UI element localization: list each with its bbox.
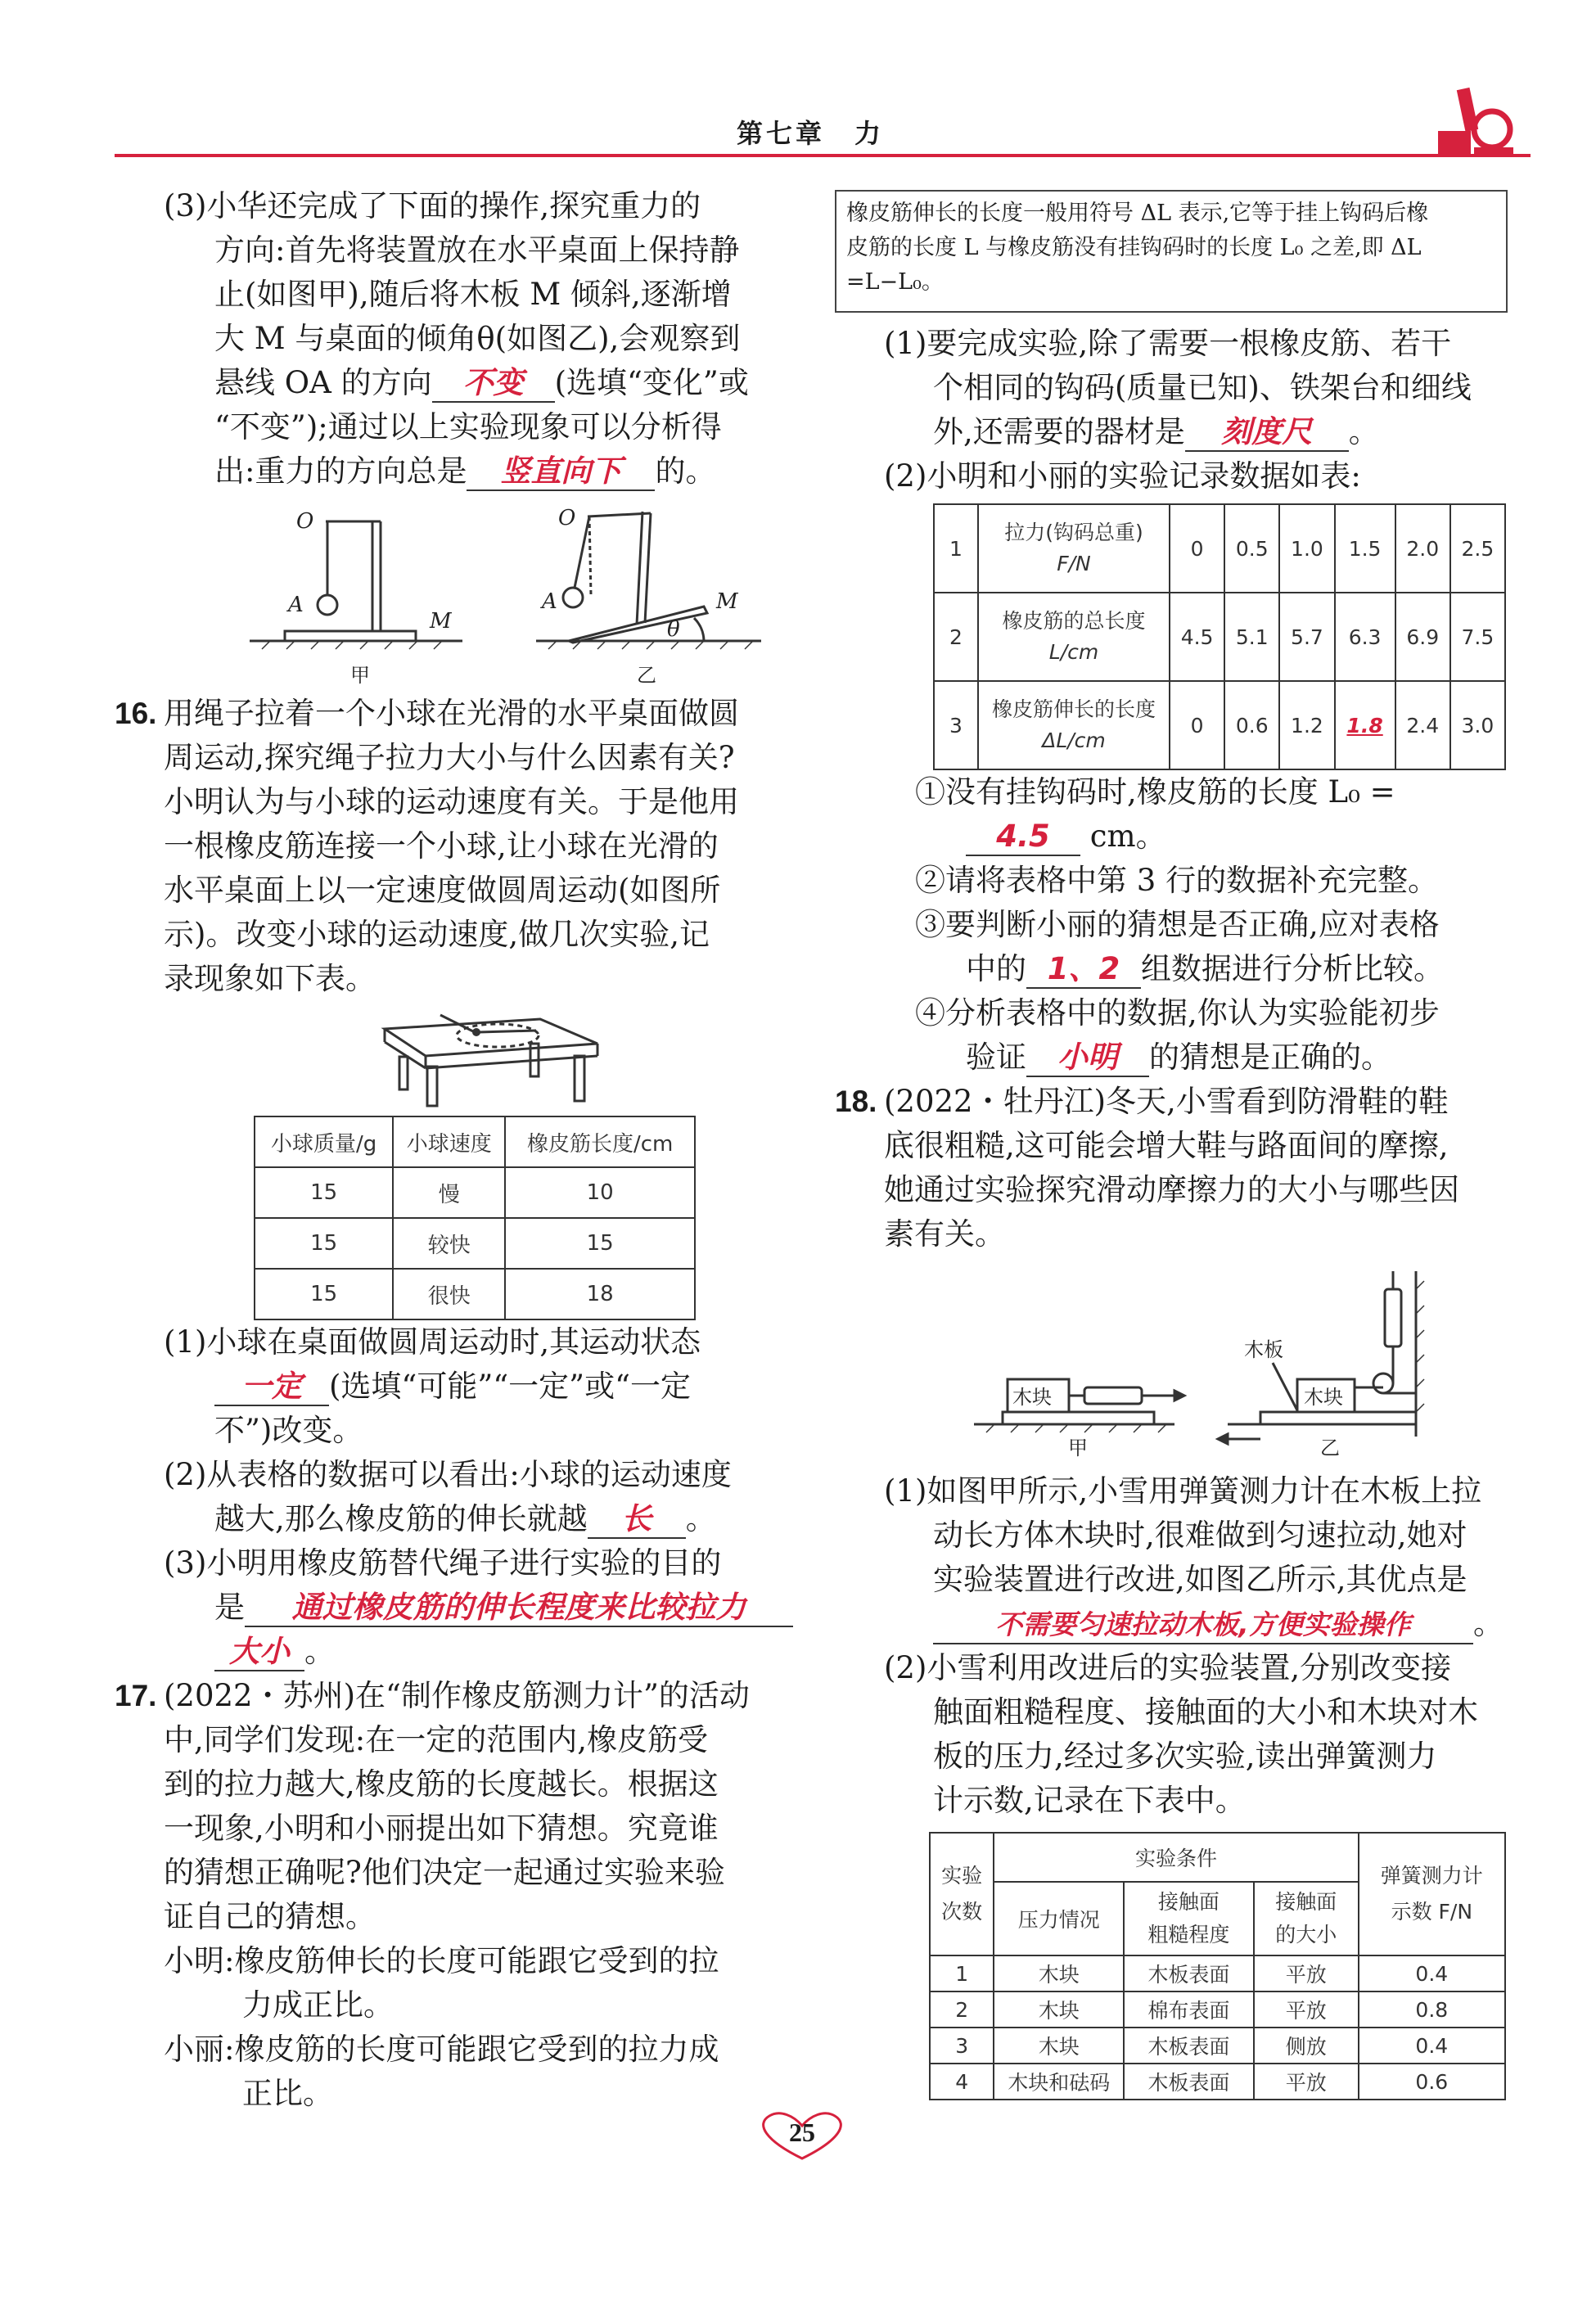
text-line: 用绳子拉着一个小球在光滑的水平桌面做圆: [164, 696, 739, 731]
text-segment: 外,还需要的器材是: [933, 414, 1185, 449]
table-row: [934, 504, 1505, 593]
label-yi: 乙: [1320, 1437, 1340, 1459]
table-cell: 木块: [994, 1992, 1124, 2028]
text-line: 不”)改变。: [214, 1413, 363, 1448]
table-cell: 3: [930, 2028, 994, 2064]
text-line: 示)。改变小球的运动速度,做几次实验,记: [164, 917, 710, 952]
text-line: (2)从表格的数据可以看出:小球的运动速度: [164, 1457, 732, 1492]
text-line: [214, 1497, 716, 1541]
label-block: 木块: [1012, 1386, 1052, 1409]
table-cell: 0.4: [1359, 1955, 1505, 1992]
table-header: 压力情况: [994, 1882, 1124, 1955]
text-line: 实验装置进行改进,如图乙所示,其优点是: [933, 1562, 1468, 1597]
header-text: 接触面: [1157, 1890, 1220, 1914]
note-line: 皮筋的长度 L 与橡皮筋没有挂钩码时的长度 L₀ 之差,即 ΔL: [846, 235, 1422, 260]
text-segment: 越大,那么橡皮筋的伸长就越: [214, 1501, 588, 1536]
text-line: [214, 1586, 793, 1630]
text-segment: 出:重力的方向总是: [214, 453, 467, 489]
table-cell: 10: [505, 1167, 695, 1218]
table-row: [930, 2028, 1505, 2064]
table-cell: 15: [255, 1167, 393, 1218]
text-line: 底很粗糙,这可能会增大鞋与路面间的摩擦,: [884, 1128, 1449, 1163]
microscope-icon: [1436, 82, 1514, 156]
text-line: 一现象,小明和小丽提出如下猜想。究竟谁: [164, 1811, 719, 1846]
text-segment: 。: [304, 1634, 335, 1669]
header-text: 弹簧测力计: [1380, 1864, 1483, 1888]
text-line: (2022・苏州)在“制作橡皮筋测力计”的活动: [164, 1678, 750, 1713]
table-row: [255, 1218, 695, 1269]
answer-blank: 1、2: [1026, 951, 1141, 989]
rubber-band-data-table: [933, 503, 1506, 770]
table-cell: 1: [934, 504, 978, 593]
text-line: 的猜想正确呢?他们决定一起通过实验来验: [164, 1855, 725, 1890]
table-cell: 0.6: [1224, 681, 1279, 769]
table-cell: 较快: [393, 1218, 505, 1269]
text-line: 计示数,记录在下表中。: [933, 1783, 1246, 1818]
table-cell: 侧放: [1254, 2028, 1359, 2064]
table-cell: 0: [1170, 681, 1224, 769]
text-line: 正比。: [242, 2076, 333, 2111]
table-header: [930, 1833, 994, 1955]
answer-blank: 小明: [1026, 1040, 1149, 1077]
answer-blank: 竖直向下: [467, 453, 655, 491]
text-line: 小明:橡皮筋伸长的长度可能跟它受到的拉: [164, 1943, 719, 1978]
question-number: 18.: [835, 1085, 877, 1118]
table-header: [1124, 1882, 1254, 1955]
text-line: 力成正比。: [242, 1987, 394, 2023]
text-line: 板的压力,经过多次实验,读出弹簧测力: [933, 1739, 1437, 1774]
friction-data-table: [929, 1832, 1506, 2100]
table-cell: 3: [934, 681, 978, 769]
text-line: [214, 361, 749, 405]
speed-length-table: [254, 1116, 696, 1320]
table-cell: 木块: [994, 1955, 1124, 1992]
page-header: [115, 106, 1514, 156]
definition-note-box: [835, 190, 1508, 313]
text-line: “不变”);通过以上实验现象可以分析得: [214, 409, 722, 444]
answer-blank: 刻度尺: [1185, 414, 1349, 452]
table-cell: 2.4: [1395, 681, 1450, 769]
text-line: ④分析表格中的数据,你认为实验能初步: [915, 995, 1440, 1031]
text-line: 小明认为与小球的运动速度有关。于是他用: [164, 784, 739, 819]
text-line: (2)小明和小丽的实验记录数据如表:: [884, 458, 1361, 494]
table-row: [255, 1269, 695, 1319]
table-cell: 1.2: [1279, 681, 1334, 769]
table-row: [255, 1167, 695, 1218]
header-text: 接触面: [1275, 1890, 1337, 1914]
table-cell: 1.5: [1335, 504, 1395, 593]
text-line: [966, 814, 1166, 859]
text-line: 大 M 与桌面的倾角θ(如图乙),会观察到: [214, 321, 741, 356]
header-text: 示数 F/N: [1391, 1900, 1473, 1924]
row-label: 橡皮筋伸长的长度: [991, 697, 1156, 721]
answer-blank: 长: [588, 1501, 686, 1539]
label-block: 木块: [1304, 1386, 1343, 1409]
text-line: [966, 947, 1444, 991]
header-rule: [115, 154, 1531, 157]
note-line: =L−L₀。: [846, 269, 944, 295]
table-cell: 很快: [393, 1269, 505, 1319]
text-line: (3)小华还完成了下面的操作,探究重力的: [164, 188, 701, 223]
table-cell: 15: [255, 1218, 393, 1269]
table-cell: 0.4: [1359, 2028, 1505, 2064]
table-cell: 5.7: [1279, 593, 1334, 681]
answer-blank: 一定: [214, 1369, 329, 1406]
page-number: 25: [789, 2118, 815, 2147]
label-o: O: [558, 506, 576, 530]
table-cell: 5.1: [1224, 593, 1279, 681]
row-unit: F/N: [1057, 552, 1091, 575]
label-a: A: [288, 593, 304, 617]
text-segment: 验证: [966, 1040, 1026, 1075]
row-unit: ΔL/cm: [1042, 728, 1106, 752]
table-cell: 2.0: [1395, 504, 1450, 593]
table-cell: 木板表面: [1124, 2028, 1254, 2064]
header-text: 实验: [941, 1864, 983, 1888]
answer-blank: 通过橡皮筋的伸长程度来比较拉力: [245, 1590, 793, 1627]
table-row: [930, 1955, 1505, 1992]
text-line: 方向:首先将装置放在水平桌面上保持静: [214, 232, 740, 268]
text-line: 个相同的钩码(质量已知)、铁架台和细线: [933, 370, 1472, 405]
label-m: M: [716, 589, 738, 614]
text-line: 录现象如下表。: [164, 961, 376, 996]
answer-blank: 不变: [432, 365, 555, 403]
row-unit: L/cm: [1048, 640, 1099, 664]
text-line: 到的拉力越大,橡皮筋的长度越长。根据这: [164, 1766, 719, 1802]
text-line: ③要判断小丽的猜想是否正确,应对表格: [915, 907, 1440, 942]
text-line: 触面粗糙程度、接触面的大小和木块对木: [933, 1694, 1478, 1730]
table-cell: 0: [1170, 504, 1224, 593]
table-cell: 4.5: [1170, 593, 1224, 681]
table-cell: 2: [934, 593, 978, 681]
header-text: 的大小: [1275, 1923, 1337, 1946]
table-cell: 0.6: [1359, 2064, 1505, 2100]
text-segment: 的猜想是正确的。: [1149, 1040, 1391, 1075]
text-line: (3)小明用橡皮筋替代绳子进行实验的目的: [164, 1545, 722, 1581]
table-cell: 0.5: [1224, 504, 1279, 593]
table-cell: 4: [930, 2064, 994, 2100]
text-segment: cm。: [1089, 819, 1166, 854]
table-cell: 6.9: [1395, 593, 1450, 681]
text-segment: 。: [1348, 414, 1379, 449]
table-header: 小球质量/g: [255, 1116, 393, 1167]
answer-blank: 不需要匀速拉动木板,方便实验操作: [933, 1607, 1473, 1644]
answer-blank: 大小: [214, 1634, 304, 1671]
label-yi: 乙: [637, 664, 656, 687]
note-line: 橡皮筋伸长的长度一般用符号 ΔL 表示,它等于挂上钩码后橡: [846, 201, 1429, 226]
row-label: 橡皮筋的总长度: [1002, 609, 1146, 633]
label-board: 木板: [1244, 1338, 1283, 1361]
table-cell: 棉布表面: [1124, 1992, 1254, 2028]
text-line: 小丽:橡皮筋的长度可能跟它受到的拉力成: [164, 2032, 719, 2067]
label-jia: 甲: [350, 664, 370, 687]
table-cell: 木块和砝码: [994, 2064, 1124, 2100]
text-line: (1)小球在桌面做圆周运动时,其运动状态: [164, 1324, 701, 1360]
text-line: (2)小雪利用改进后的实验装置,分别改变接: [884, 1650, 1452, 1685]
text-line: [966, 1035, 1391, 1080]
table-cell: 平放: [1254, 2064, 1359, 2100]
table-row: [934, 681, 1505, 769]
text-segment: 悬线 OA 的方向: [214, 365, 432, 400]
text-segment: (选填“变化”或: [554, 365, 749, 400]
text-segment: 是: [214, 1590, 245, 1625]
table-header: 橡皮筋长度/cm: [505, 1116, 695, 1167]
table-cell: 3.0: [1450, 681, 1505, 769]
table-with-ball-figure: [360, 1011, 606, 1109]
gravity-direction-figure: [246, 503, 769, 692]
text-line: 证自己的猜想。: [164, 1899, 376, 1934]
table-row: [930, 1992, 1505, 2028]
answer-cell: 1.8: [1335, 681, 1395, 769]
table-cell: 木板表面: [1124, 2064, 1254, 2100]
table-cell: 18: [505, 1269, 695, 1319]
table-cell: 7.5: [1450, 593, 1505, 681]
question-number: 17.: [115, 1679, 157, 1712]
text-line: 一根橡皮筋连接一个小球,让小球在光滑的: [164, 828, 719, 864]
text-line: (2022・牡丹江)冬天,小雪看到防滑鞋的鞋: [884, 1084, 1449, 1119]
text-line: [214, 449, 715, 494]
text-segment: 组数据进行分析比较。: [1141, 951, 1444, 986]
text-line: 素有关。: [884, 1216, 1005, 1252]
table-row: [934, 593, 1505, 681]
label-a: A: [542, 589, 557, 614]
table-row: [930, 2064, 1505, 2100]
table-header: [1254, 1882, 1359, 1955]
text-line: (1)要完成实验,除了需要一根橡皮筋、若干: [884, 326, 1452, 361]
table-cell: 慢: [393, 1167, 505, 1218]
text-segment: 。: [1473, 1606, 1504, 1641]
text-line: ②请将表格中第 3 行的数据补充完整。: [915, 863, 1439, 898]
header-text: 次数: [941, 1900, 983, 1924]
table-cell: [978, 593, 1170, 681]
table-header: 实验条件: [994, 1833, 1358, 1882]
chapter-title: 第七章 力: [737, 118, 885, 149]
label-theta: θ: [667, 617, 680, 642]
table-cell: 15: [255, 1269, 393, 1319]
text-segment: 中的: [966, 951, 1026, 986]
text-line: 止(如图甲),随后将木板 M 倾斜,逐渐增: [214, 277, 732, 312]
table-cell: 2: [930, 1992, 994, 2028]
table-cell: 15: [505, 1218, 695, 1269]
text-line: [214, 1630, 335, 1674]
text-line: 周运动,探究绳子拉力大小与什么因素有关?: [164, 740, 735, 775]
table-cell: 平放: [1254, 1955, 1359, 1992]
table-cell: 6.3: [1335, 593, 1395, 681]
label-o: O: [296, 509, 314, 534]
question-number: 16.: [115, 697, 157, 730]
text-segment: (选填“可能”“一定”或“一定: [329, 1369, 692, 1404]
table-cell: 平放: [1254, 1992, 1359, 2028]
text-segment: 。: [685, 1501, 716, 1536]
text-line: 动长方体木块时,很难做到匀速拉动,她对: [933, 1518, 1468, 1553]
header-text: 粗糙程度: [1147, 1923, 1230, 1946]
text-line: 她通过实验探究滑动摩擦力的大小与哪些因: [884, 1172, 1459, 1207]
answer-blank: 4.5: [966, 819, 1080, 856]
table-cell: 木块: [994, 2028, 1124, 2064]
text-line: (1)如图甲所示,小雪用弹簧测力计在木板上拉: [884, 1473, 1482, 1509]
friction-experiment-figure: [970, 1265, 1436, 1461]
table-cell: 0.8: [1359, 1992, 1505, 2028]
text-segment: 的。: [655, 453, 716, 489]
table-cell: [978, 504, 1170, 593]
table-header: 小球速度: [393, 1116, 505, 1167]
label-jia: 甲: [1068, 1437, 1088, 1459]
table-cell: 1.0: [1279, 504, 1334, 593]
page-number-badge: [749, 2108, 855, 2165]
table-cell: 木板表面: [1124, 1955, 1254, 1992]
text-line: [933, 1602, 1504, 1646]
table-cell: 1: [930, 1955, 994, 1992]
row-label: 拉力(钩码总重): [1004, 521, 1143, 544]
label-m: M: [430, 609, 452, 634]
text-line: 中,同学们发现:在一定的范围内,橡皮筋受: [164, 1722, 708, 1757]
table-header: [1359, 1833, 1505, 1955]
table-cell: [978, 681, 1170, 769]
text-line: ①没有挂钩码时,橡皮筋的长度 L₀ =: [915, 774, 1395, 810]
text-line: [933, 410, 1379, 454]
table-cell: 2.5: [1450, 504, 1505, 593]
text-line: 水平桌面上以一定速度做圆周运动(如图所: [164, 873, 721, 908]
text-line: [214, 1365, 691, 1409]
